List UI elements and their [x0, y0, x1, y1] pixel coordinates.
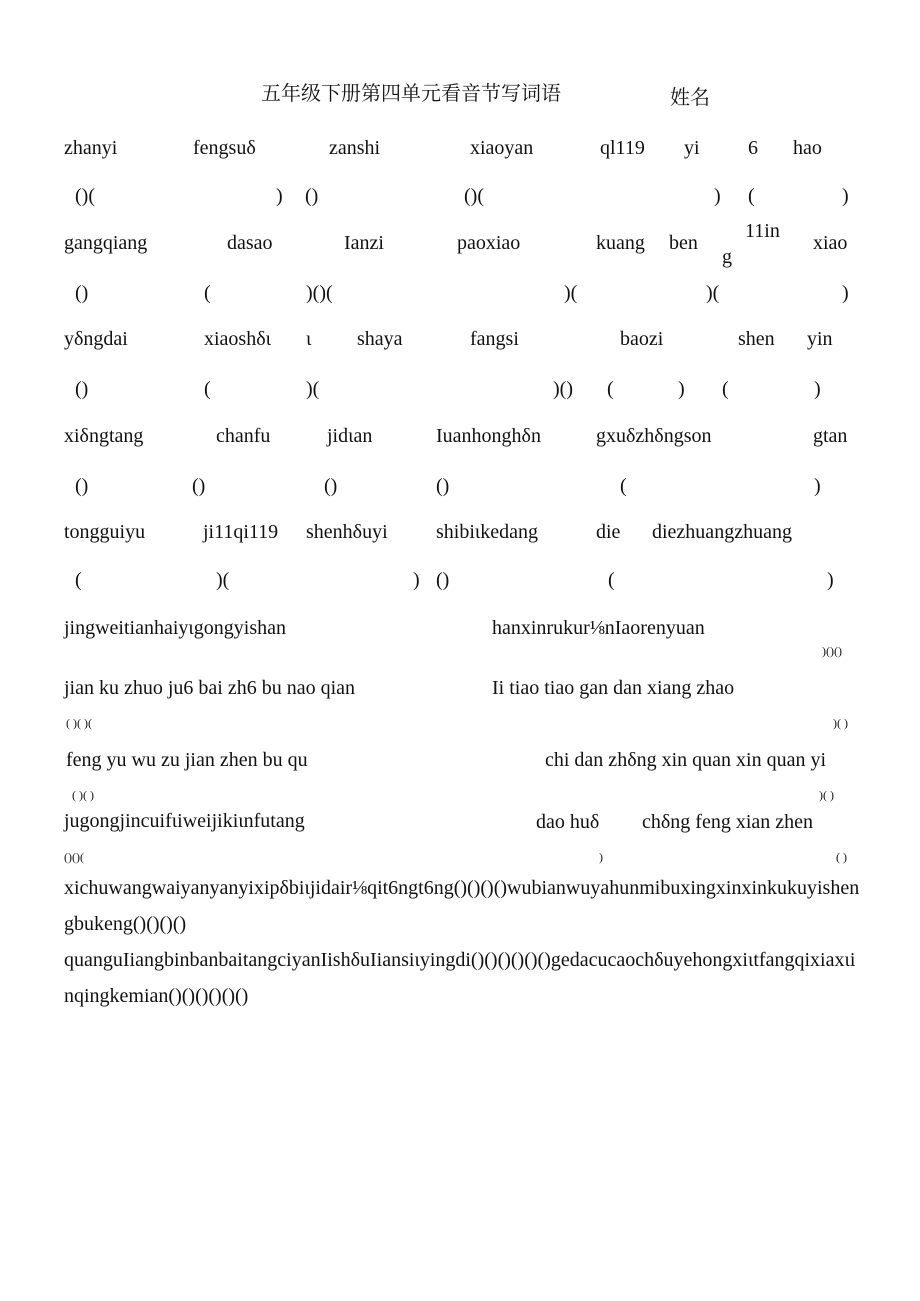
- pinyin-word: xiao: [813, 232, 848, 254]
- answer-bracket: (: [748, 185, 755, 207]
- long-exercise-1: xichuwangwaiyanyanyixipδbiιjidair⅛qit6ngt6ng()()()()wubianwuyahunmibuxingxinxinkukuyishengbukeng()()()(): [64, 877, 860, 935]
- pinyin-word: 6: [748, 137, 758, 159]
- pinyin-word: xiaoshδι: [204, 328, 272, 350]
- pinyin-word: Iuanhonghδn: [436, 425, 541, 447]
- pinyin-word: yi: [684, 137, 700, 159]
- answer-bracket: ): [827, 569, 834, 591]
- answer-bracket: (: [620, 475, 627, 497]
- idiom-pinyin: chi dan zhδng xin quan xin quan yi: [545, 749, 827, 771]
- answer-bracket: ): [814, 475, 821, 497]
- pinyin-word: kuang: [596, 232, 645, 254]
- idiom-pinyin: jingweitianhaiyιgongyishan: [64, 617, 287, 639]
- answer-bracket: ): [842, 185, 849, 207]
- answer-bracket: (: [608, 569, 615, 591]
- pinyin-word: gangqiang: [64, 232, 148, 254]
- answer-bracket: )(: [706, 282, 720, 304]
- answer-bracket: (): [75, 282, 89, 304]
- answer-bracket: )( ): [833, 716, 848, 730]
- answer-bracket: (: [204, 282, 211, 304]
- answer-bracket: )(: [306, 378, 320, 400]
- answer-bracket: (: [75, 569, 82, 591]
- answer-bracket: (): [75, 475, 89, 497]
- pinyin-word: yin: [807, 328, 833, 350]
- pinyin-word: xiδngtang: [64, 425, 144, 447]
- pinyin-word: baozi: [620, 328, 664, 350]
- answer-bracket: ): [413, 569, 420, 591]
- pinyin-word: g: [722, 246, 732, 268]
- pinyin-word: dasao: [227, 232, 273, 254]
- pinyin-word: diezhuangzhuang: [652, 521, 792, 543]
- pinyin-word: hao: [793, 137, 822, 159]
- pinyin-word: zhanyi: [64, 137, 118, 159]
- pinyin-word: chanfu: [216, 425, 271, 447]
- answer-bracket: ( )( )(: [66, 716, 92, 730]
- idiom-pinyin: chδng feng xian zhen: [642, 811, 814, 833]
- pinyin-word: ben: [669, 232, 698, 254]
- answer-bracket: (: [204, 378, 211, 400]
- answer-bracket: (: [722, 378, 729, 400]
- answer-bracket: (): [436, 475, 450, 497]
- answer-bracket: ( ): [836, 850, 847, 864]
- answer-bracket: ()(: [75, 185, 95, 207]
- pinyin-word: ql119: [600, 137, 645, 159]
- answer-bracket: (): [436, 569, 450, 591]
- pinyin-word: 11in: [745, 220, 780, 242]
- pinyin-word: die: [596, 521, 621, 543]
- answer-bracket: )(): [553, 378, 573, 400]
- pinyin-word: xiaoyan: [470, 137, 534, 159]
- idiom-pinyin: dao huδ: [536, 811, 600, 833]
- answer-bracket: ()()(: [64, 850, 84, 864]
- answer-bracket: (): [75, 378, 89, 400]
- pinyin-word: ι: [306, 328, 312, 350]
- pinyin-word: shibiιkedang: [436, 521, 539, 543]
- answer-bracket: (): [324, 475, 338, 497]
- pinyin-word: gxuδzhδngson: [596, 425, 712, 447]
- pinyin-word: zanshi: [329, 137, 381, 159]
- idiom-pinyin: Ii tiao tiao gan dan xiang zhao: [492, 677, 735, 699]
- answer-bracket: ): [814, 378, 821, 400]
- answer-bracket: ): [842, 282, 849, 304]
- answer-bracket: ()(: [464, 185, 484, 207]
- pinyin-word: gtan: [813, 425, 848, 447]
- pinyin-word: yδngdai: [64, 328, 128, 350]
- answer-bracket: (): [192, 475, 206, 497]
- pinyin-word: fangsi: [470, 328, 519, 350]
- answer-bracket: )()(): [822, 644, 842, 658]
- answer-bracket: ): [714, 185, 721, 207]
- answer-bracket: ): [276, 185, 283, 207]
- pinyin-word: Ianzi: [344, 232, 384, 254]
- answer-bracket: ): [599, 850, 603, 864]
- name-label: 姓名: [670, 87, 710, 109]
- long-exercise-2: quanguIiangbinbanbaitangciyanIishδuIiansiιyingdi()()()()()()gedacucaochδuyehongxiιtfangqixiaxιinqingkemian()()()()()(): [64, 949, 856, 1007]
- answer-bracket: ( )( ): [72, 788, 94, 802]
- pinyin-word: fengsuδ: [193, 137, 256, 159]
- answer-bracket: )(: [564, 282, 578, 304]
- idiom-pinyin: jian ku zhuo ju6 bai zh6 bu nao qian: [64, 677, 356, 699]
- pinyin-word: paoxiao: [457, 232, 521, 254]
- pinyin-word: jidιan: [327, 425, 373, 447]
- pinyin-word: shaya: [357, 328, 403, 350]
- pinyin-word: ji11qi119: [203, 521, 279, 543]
- page-title: 五年级下册第四单元看音节写词语: [261, 83, 561, 105]
- answer-bracket: )()(: [306, 282, 333, 304]
- answer-bracket: )(: [216, 569, 230, 591]
- idiom-pinyin: hanxinrukur⅛nIaorenyuan: [492, 617, 705, 639]
- answer-bracket: (): [305, 185, 319, 207]
- pinyin-word: shenhδuyi: [306, 521, 388, 543]
- idiom-pinyin: feng yu wu zu jian zhen bu qu: [66, 749, 308, 771]
- pinyin-word: shen: [738, 328, 775, 350]
- answer-bracket: (: [607, 378, 614, 400]
- answer-bracket: ): [678, 378, 685, 400]
- answer-bracket: )( ): [819, 788, 834, 802]
- idiom-pinyin: jugongjincuifιiweijikiιnfutang: [64, 810, 305, 832]
- pinyin-word: tongguiyu: [64, 521, 146, 543]
